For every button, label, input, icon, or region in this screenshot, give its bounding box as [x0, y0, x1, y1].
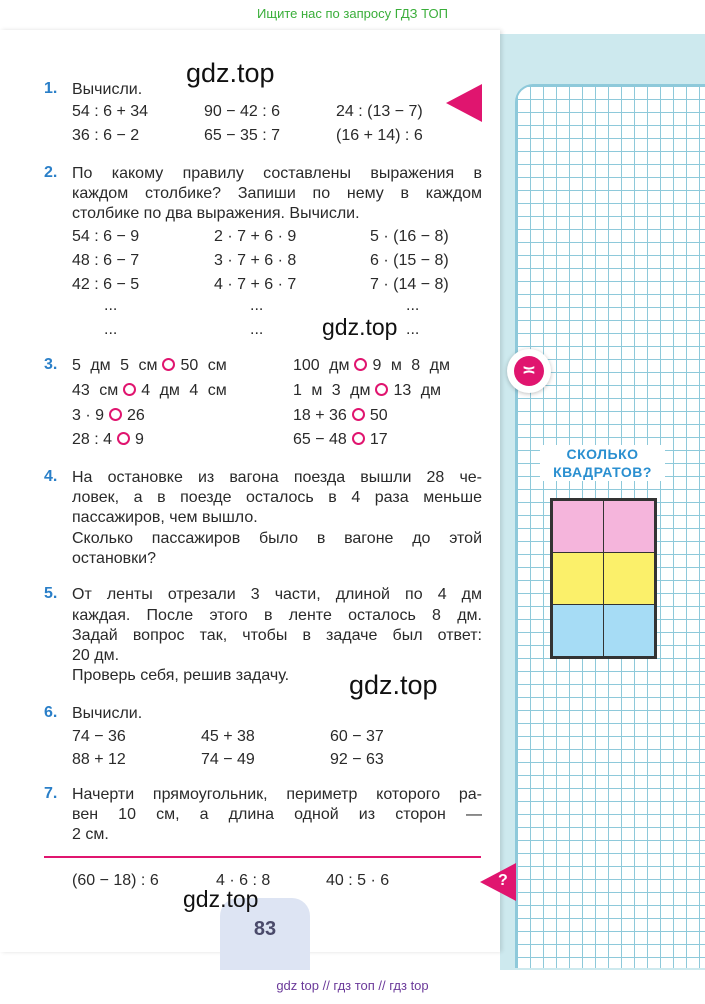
- task-2-expr: 2 · 7 + 6 · 9: [214, 228, 297, 245]
- bonus-expr: 40 : 5 · 6: [326, 872, 390, 889]
- square-cell: [552, 604, 604, 657]
- bottom-banner[interactable]: gdz top // гдз топ // гдз top: [276, 978, 429, 993]
- squares-puzzle: [550, 498, 657, 659]
- task-3-comparison: 65 − 48 17: [293, 431, 388, 448]
- bonus-divider: [44, 856, 481, 858]
- task-5-line: Проверь себя, решив задачу.: [72, 667, 290, 684]
- task-6-number: 6.: [44, 704, 58, 721]
- task-2-line: По какому правилу составлены выражения в: [72, 165, 482, 182]
- bonus-expr: (60 − 18) : 6: [72, 872, 159, 889]
- task-1-expr: (16 + 14) : 6: [336, 127, 423, 144]
- square-cell: [603, 604, 655, 657]
- task-1-expr: 54 : 6 + 34: [72, 103, 149, 120]
- task-2-expr: 42 : 6 − 5: [72, 276, 140, 293]
- question-badge: [480, 863, 518, 901]
- task-6-expr: 88 + 12: [72, 751, 126, 768]
- top-banner[interactable]: Ищите нас по запросу ГДЗ ТОП: [257, 6, 448, 21]
- task-3-comparison: 5 дм 5 см 50 см: [72, 357, 227, 374]
- square-cell: [552, 500, 604, 553]
- task-1-expr: 65 − 35 : 7: [204, 127, 281, 144]
- task-5-line: От ленты отрезали 3 части, длиной по 4 дм: [72, 586, 482, 603]
- task-5-line: 20 дм.: [72, 647, 120, 664]
- compare-circle-icon[interactable]: [352, 408, 365, 421]
- pink-arrow-icon: [446, 84, 482, 122]
- task-3-comparison: 1 м 3 дм 13 дм: [293, 382, 442, 399]
- task-7-line: 2 см.: [72, 826, 109, 843]
- watermark: gdz.top: [183, 886, 259, 912]
- compare-circle-icon[interactable]: [354, 358, 367, 371]
- task-5-line: каждая. После этого в ленте осталось 8 дм.: [72, 607, 482, 624]
- square-cell: [603, 500, 655, 553]
- watermark: gdz.top: [349, 670, 438, 700]
- puzzle-title-line: СКОЛЬКО: [566, 446, 639, 462]
- task-3-comparison: 18 + 36 50: [293, 407, 388, 424]
- task-4-line: пассажиров, чем вышло.: [72, 509, 258, 526]
- compare-badge: [507, 349, 551, 393]
- compare-circle-icon[interactable]: [375, 383, 388, 396]
- task-2-expr: 6 · (15 − 8): [370, 252, 449, 269]
- task-7-number: 7.: [44, 785, 58, 802]
- task-7-line: Начерти прямоугольник, периметр которого ра-: [72, 786, 482, 803]
- task-2-expr: 54 : 6 − 9: [72, 228, 140, 245]
- task-2-expr: 48 : 6 − 7: [72, 252, 140, 269]
- task-2-expr: 7 · (14 − 8): [370, 276, 449, 293]
- compare-circle-icon[interactable]: [123, 383, 136, 396]
- task-6-expr: 74 − 36: [72, 728, 126, 745]
- task-6-expr: 74 − 49: [201, 751, 255, 768]
- task-2-dots: ...: [406, 321, 420, 338]
- task-7-line: вен 10 см, а длина одной из сторон —: [72, 806, 482, 823]
- puzzle-title: [540, 445, 665, 481]
- task-3-number: 3.: [44, 356, 58, 373]
- puzzle-title-line: КВАДРАТОВ?: [553, 464, 652, 480]
- task-3-comparison: 100 дм 9 м 8 дм: [293, 357, 450, 374]
- task-2-dots: ...: [104, 321, 118, 338]
- task-1-expr: 24 : (13 − 7): [336, 103, 423, 120]
- compare-circle-icon[interactable]: [162, 358, 175, 371]
- compare-circle-icon[interactable]: [109, 408, 122, 421]
- task-6-expr: 45 + 38: [201, 728, 255, 745]
- task-1-title: Вычисли.: [72, 81, 143, 98]
- compare-icon: ≍: [514, 356, 544, 386]
- task-3-comparison: 28 : 4 9: [72, 431, 144, 448]
- task-1-expr: 90 − 42 : 6: [204, 103, 281, 120]
- task-2-line: каждом столбике? Запиши по нему в каждом: [72, 185, 482, 202]
- task-6-expr: 60 − 37: [330, 728, 384, 745]
- watermark: gdz.top: [186, 58, 275, 88]
- task-1-number: 1.: [44, 80, 58, 97]
- question-mark-icon: ?: [498, 872, 508, 889]
- square-cell: [552, 552, 604, 605]
- task-2-dots: ...: [406, 297, 420, 314]
- task-4-line: На остановке из вагона поезда вышли 28 че-: [72, 469, 482, 486]
- task-2-expr: 5 · (16 − 8): [370, 228, 449, 245]
- square-cell: [603, 552, 655, 605]
- watermark: gdz.top: [322, 314, 398, 340]
- task-4-line: ловек, а в поезде осталось в 4 раза меньше: [72, 489, 482, 506]
- page-number: 83: [253, 918, 277, 940]
- task-2-number: 2.: [44, 164, 58, 181]
- compare-circle-icon[interactable]: [352, 432, 365, 445]
- task-3-comparison: 3 · 9 26: [72, 407, 145, 424]
- task-5-number: 5.: [44, 585, 58, 602]
- task-4-line: остановки?: [72, 550, 157, 567]
- task-6-expr: 92 − 63: [330, 751, 384, 768]
- task-2-dots: ...: [250, 297, 264, 314]
- task-2-dots: ...: [104, 297, 118, 314]
- task-6-title: Вычисли.: [72, 705, 143, 722]
- task-4-line: Сколько пассажиров было в вагоне до этой: [72, 530, 482, 547]
- task-3-comparison: 43 см 4 дм 4 см: [72, 382, 227, 399]
- task-2-expr: 3 · 7 + 6 · 8: [214, 252, 297, 269]
- bonus-expr: 4 · 6 : 8: [216, 872, 271, 889]
- task-4-number: 4.: [44, 468, 58, 485]
- task-1-expr: 36 : 6 − 2: [72, 127, 140, 144]
- task-2-expr: 4 · 7 + 6 · 7: [214, 276, 297, 293]
- task-2-line: столбике по два выражения. Вычисли.: [72, 205, 360, 222]
- compare-circle-icon[interactable]: [117, 432, 130, 445]
- task-5-line: Задай вопрос так, чтобы в задаче был ответ:: [72, 627, 482, 644]
- task-2-dots: ...: [250, 321, 264, 338]
